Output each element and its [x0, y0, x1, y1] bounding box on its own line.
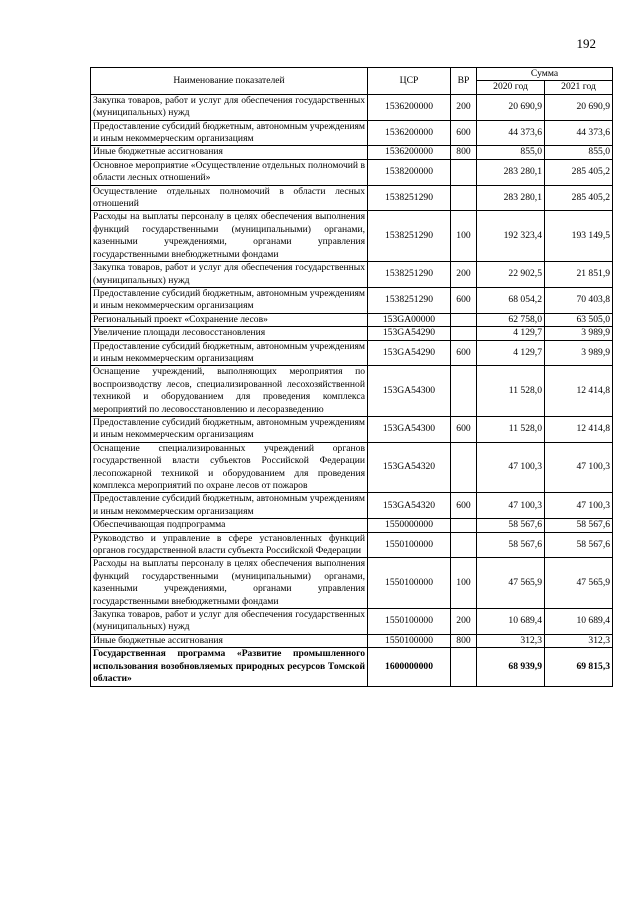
row-vr: 800 — [451, 146, 477, 159]
row-name: Региональный проект «Сохранение лесов» — [91, 313, 368, 326]
table-row — [91, 313, 613, 326]
row-value-2020: 20 690,9 — [477, 94, 545, 120]
row-value-2021: 285 405,2 — [545, 159, 613, 185]
row-value-2021: 20 690,9 — [545, 94, 613, 120]
row-csr: 1538251290 — [368, 287, 451, 313]
row-csr: 153GA54300 — [368, 416, 451, 442]
row-name: Оснащение специализированных учреждений органов государственной власти субъектов Российской Федерации лесопожарной техникой и оборудованием для проведения комплекса мероприятий по охране лесов от пожаров — [91, 442, 368, 493]
row-name: Иные бюджетные ассигнования — [91, 146, 368, 159]
row-value-2021: 47 100,3 — [545, 442, 613, 493]
row-vr — [451, 648, 477, 686]
header-year-2021: 2021 год — [545, 81, 613, 94]
table-row — [91, 340, 613, 366]
row-value-2020: 10 689,4 — [477, 609, 545, 635]
row-vr — [451, 185, 477, 211]
row-value-2020: 11 528,0 — [477, 366, 545, 417]
header-name: Наименование показателей — [91, 68, 368, 95]
row-value-2020: 22 902,5 — [477, 262, 545, 288]
table-row — [91, 211, 613, 262]
row-value-2020: 47 100,3 — [477, 442, 545, 493]
row-vr: 200 — [451, 94, 477, 120]
row-value-2020: 68 939,9 — [477, 648, 545, 686]
row-vr — [451, 327, 477, 340]
row-value-2021: 44 373,6 — [545, 120, 613, 146]
row-vr — [451, 366, 477, 417]
row-value-2020: 47 100,3 — [477, 493, 545, 519]
row-value-2020: 283 280,1 — [477, 159, 545, 185]
table-row — [91, 366, 613, 417]
row-csr: 1550000000 — [368, 519, 451, 532]
table-row — [91, 120, 613, 146]
row-value-2021: 69 815,3 — [545, 648, 613, 686]
row-vr: 100 — [451, 211, 477, 262]
table-row — [91, 416, 613, 442]
row-csr: 1600000000 — [368, 648, 451, 686]
row-csr: 1550100000 — [368, 634, 451, 647]
row-csr: 153GA54320 — [368, 493, 451, 519]
row-value-2020: 855,0 — [477, 146, 545, 159]
row-name: Предоставление субсидий бюджетным, автономным учреждениям и иным некоммерческим организациям — [91, 340, 368, 366]
table-row — [91, 146, 613, 159]
row-value-2021: 58 567,6 — [545, 532, 613, 558]
row-value-2021: 58 567,6 — [545, 519, 613, 532]
row-name: Основное мероприятие «Осуществление отдельных полномочий в области лесных отношений» — [91, 159, 368, 185]
row-value-2021: 3 989,9 — [545, 327, 613, 340]
row-name: Предоставление субсидий бюджетным, автономным учреждениям и иным некоммерческим организациям — [91, 416, 368, 442]
budget-table — [90, 67, 613, 687]
row-value-2021: 70 403,8 — [545, 287, 613, 313]
row-csr: 1550100000 — [368, 558, 451, 609]
row-value-2021: 47 100,3 — [545, 493, 613, 519]
row-vr — [451, 442, 477, 493]
table-row — [91, 327, 613, 340]
row-value-2021: 193 149,5 — [545, 211, 613, 262]
row-csr: 1538251290 — [368, 185, 451, 211]
row-value-2020: 4 129,7 — [477, 340, 545, 366]
row-name: Закупка товаров, работ и услуг для обеспечения государственных (муниципальных) нужд — [91, 609, 368, 635]
row-value-2020: 192 323,4 — [477, 211, 545, 262]
table-body — [91, 94, 613, 686]
table-row — [91, 185, 613, 211]
row-value-2020: 68 054,2 — [477, 287, 545, 313]
row-value-2020: 58 567,6 — [477, 532, 545, 558]
row-value-2020: 312,3 — [477, 634, 545, 647]
table-row — [91, 493, 613, 519]
row-value-2020: 4 129,7 — [477, 327, 545, 340]
header-vr: ВР — [451, 68, 477, 95]
row-csr: 1550100000 — [368, 609, 451, 635]
page-number: 192 — [576, 36, 596, 51]
table-row — [91, 648, 613, 686]
row-value-2021: 12 414,8 — [545, 366, 613, 417]
row-name: Закупка товаров, работ и услуг для обеспечения государственных (муниципальных) нужд — [91, 94, 368, 120]
row-csr: 153GA54320 — [368, 442, 451, 493]
row-name: Обеспечивающая подпрограмма — [91, 519, 368, 532]
row-value-2021: 12 414,8 — [545, 416, 613, 442]
row-value-2020: 44 373,6 — [477, 120, 545, 146]
table-row — [91, 519, 613, 532]
row-csr: 1538200000 — [368, 159, 451, 185]
table-row — [91, 634, 613, 647]
row-csr: 1538251290 — [368, 262, 451, 288]
row-vr — [451, 313, 477, 326]
row-vr: 200 — [451, 609, 477, 635]
row-value-2020: 58 567,6 — [477, 519, 545, 532]
row-name: Предоставление субсидий бюджетным, автономным учреждениям и иным некоммерческим организациям — [91, 120, 368, 146]
row-vr: 800 — [451, 634, 477, 647]
row-name: Руководство и управление в сфере установленных функций органов государственной власти субъекта Российской Федерации — [91, 532, 368, 558]
row-csr: 1550100000 — [368, 532, 451, 558]
header-year-2020: 2020 год — [477, 81, 545, 94]
row-name: Предоставление субсидий бюджетным, автономным учреждениям и иным некоммерческим организациям — [91, 287, 368, 313]
row-name: Оснащение учреждений, выполняющих мероприятия по воспроизводству лесов, специализированной лесохозяйственной техникой и оборудованием для проведения комплекса мероприятий по лесовосстановлению и лесоразведению — [91, 366, 368, 417]
table-row — [91, 287, 613, 313]
row-name: Увеличение площади лесовосстановления — [91, 327, 368, 340]
row-value-2021: 312,3 — [545, 634, 613, 647]
row-vr — [451, 159, 477, 185]
row-csr: 153GA54300 — [368, 366, 451, 417]
row-name: Предоставление субсидий бюджетным, автономным учреждениям и иным некоммерческим организациям — [91, 493, 368, 519]
row-value-2021: 285 405,2 — [545, 185, 613, 211]
row-name: Осуществление отдельных полномочий в области лесных отношений — [91, 185, 368, 211]
row-csr: 1536200000 — [368, 120, 451, 146]
row-vr — [451, 519, 477, 532]
row-csr: 1536200000 — [368, 146, 451, 159]
row-vr: 100 — [451, 558, 477, 609]
header-csr: ЦСР — [368, 68, 451, 95]
row-csr: 1538251290 — [368, 211, 451, 262]
table-row — [91, 532, 613, 558]
row-value-2021: 63 505,0 — [545, 313, 613, 326]
row-vr: 600 — [451, 416, 477, 442]
row-vr: 600 — [451, 287, 477, 313]
row-value-2021: 855,0 — [545, 146, 613, 159]
row-name: Государственная программа «Развитие промышленного использования возобновляемых природных ресурсов Томской области» — [91, 648, 368, 686]
row-csr: 153GA54290 — [368, 340, 451, 366]
row-value-2021: 47 565,9 — [545, 558, 613, 609]
row-vr — [451, 532, 477, 558]
table-row — [91, 558, 613, 609]
row-value-2021: 3 989,9 — [545, 340, 613, 366]
row-name: Закупка товаров, работ и услуг для обеспечения государственных (муниципальных) нужд — [91, 262, 368, 288]
table-row — [91, 159, 613, 185]
header-sum: Сумма — [477, 68, 613, 81]
row-name: Расходы на выплаты персоналу в целях обеспечения выполнения функций государственными (муниципальными) органами, казенными учреждениями, органами управления государственными внебюджетными фондами — [91, 558, 368, 609]
row-vr: 600 — [451, 493, 477, 519]
row-name: Расходы на выплаты персоналу в целях обеспечения выполнения функций государственными (муниципальными) органами, казенными учреждениями, органами управления государственными внебюджетными фондами — [91, 211, 368, 262]
row-vr: 600 — [451, 120, 477, 146]
row-vr: 200 — [451, 262, 477, 288]
row-value-2020: 11 528,0 — [477, 416, 545, 442]
table-row — [91, 609, 613, 635]
row-csr: 153GA00000 — [368, 313, 451, 326]
row-value-2020: 47 565,9 — [477, 558, 545, 609]
row-value-2021: 10 689,4 — [545, 609, 613, 635]
row-value-2021: 21 851,9 — [545, 262, 613, 288]
row-name: Иные бюджетные ассигнования — [91, 634, 368, 647]
row-csr: 153GA54290 — [368, 327, 451, 340]
table-row — [91, 94, 613, 120]
row-vr: 600 — [451, 340, 477, 366]
row-csr: 1536200000 — [368, 94, 451, 120]
row-value-2020: 283 280,1 — [477, 185, 545, 211]
row-value-2020: 62 758,0 — [477, 313, 545, 326]
table-row — [91, 442, 613, 493]
table-row — [91, 262, 613, 288]
